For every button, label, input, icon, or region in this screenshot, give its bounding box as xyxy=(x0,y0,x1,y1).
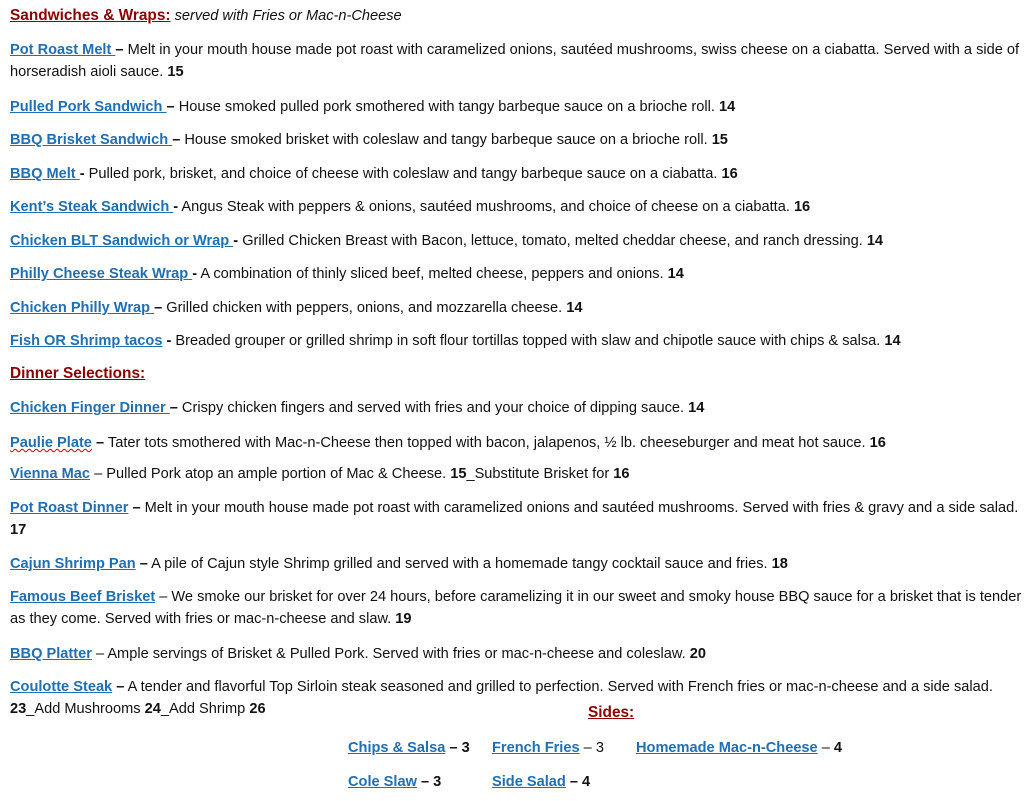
item-separator: – xyxy=(135,556,148,572)
item-price: 15 xyxy=(450,466,467,482)
item-separator: – xyxy=(169,400,178,416)
item-name[interactable]: BBQ Platter xyxy=(10,646,92,662)
item-price: 3 xyxy=(595,740,604,756)
item-description: House smoked brisket with coleslaw and tangy barbeque sauce on a brioche roll. xyxy=(180,132,712,148)
item-price: 14 xyxy=(688,400,705,416)
sandwiches-header xyxy=(10,5,1030,27)
item-price: 14 xyxy=(866,233,884,249)
item-separator: - xyxy=(162,333,172,349)
menu-item-chicken-finger-dinner xyxy=(10,397,1030,419)
item-description: Crispy chicken fingers and served with fries and your choice of dipping sauce. xyxy=(177,400,689,416)
item-separator: – xyxy=(91,646,105,662)
item-separator: - xyxy=(173,199,179,215)
item-separator: – xyxy=(155,589,168,605)
item-description: A pile of Cajun style Shrimp grilled and served with a homemade tangy cocktail sauce and fries. xyxy=(147,556,772,572)
item-description: Pulled Pork atop an ample portion of Mac & Cheese. xyxy=(102,466,451,482)
item-extra-2-price: 26 xyxy=(249,701,266,717)
item-name[interactable]: BBQ Brisket Sandwich xyxy=(10,132,173,148)
menu-item-chicken-philly-wrap xyxy=(10,297,1030,319)
item-name[interactable]: Pot Roast Melt xyxy=(10,42,116,58)
item-separator: – xyxy=(445,740,462,756)
item-extra: _Substitute Brisket for xyxy=(466,466,614,482)
item-description: Pulled pork, brisket, and choice of cheese with coleslaw and tangy barbeque sauce on a ciabatta. xyxy=(84,166,722,182)
sides-heading: Sides: xyxy=(588,704,635,721)
sides-header xyxy=(588,702,634,724)
item-name[interactable]: Fish OR Shrimp tacos xyxy=(10,333,163,349)
item-name[interactable]: Kent’s Steak Sandwich xyxy=(10,199,174,215)
item-price: 18 xyxy=(771,556,788,572)
side-item-cole-slaw xyxy=(348,771,441,793)
item-description: Melt in your mouth house made pot roast with caramelized onions and sautéed mushrooms. Served with fries & gravy and a side salad. xyxy=(140,500,1019,516)
item-description: A combination of thinly sliced beef, melted cheese, peppers and onions. xyxy=(197,266,668,282)
menu-item-vienna-mac xyxy=(10,463,1030,485)
item-price: 16 xyxy=(793,199,811,215)
item-name[interactable]: Homemade Mac-n-Cheese xyxy=(636,740,818,756)
item-separator: – xyxy=(579,740,596,756)
side-item-mac-n-cheese xyxy=(636,737,842,759)
item-separator: – xyxy=(112,679,125,695)
item-price: 14 xyxy=(566,300,583,316)
item-separator: – xyxy=(416,774,434,790)
item-separator: – xyxy=(128,500,141,516)
item-price: 16 xyxy=(721,166,738,182)
item-name[interactable]: Side Salad xyxy=(492,774,566,790)
item-price: 3 xyxy=(433,774,442,790)
item-name[interactable]: BBQ Melt xyxy=(10,166,80,182)
item-description: House smoked pulled pork smothered with tangy barbeque sauce on a brioche roll. xyxy=(174,99,719,115)
item-extra: _Add Mushrooms xyxy=(26,701,145,717)
menu-item-pulled-pork-sandwich xyxy=(10,96,1030,118)
sandwiches-heading: Sandwiches & Wraps: xyxy=(10,7,171,24)
item-separator: - xyxy=(233,233,239,249)
item-separator: – xyxy=(565,774,583,790)
dinner-heading: Dinner Selections: xyxy=(10,365,146,382)
item-description: Breaded grouper or grilled shrimp in soft flour tortillas topped with slaw and chipotle sauce with chips & salsa. xyxy=(171,333,885,349)
item-extra-price: 16 xyxy=(613,466,630,482)
item-price: 23 xyxy=(10,701,27,717)
item-name[interactable]: Chicken Philly Wrap xyxy=(10,300,155,316)
item-separator: – xyxy=(817,740,834,756)
item-price: 17 xyxy=(10,522,27,538)
menu-item-paulie-plate xyxy=(10,432,1030,454)
menu-item-cajun-shrimp-pan xyxy=(10,553,1030,575)
item-name[interactable]: Paulie Plate xyxy=(10,435,92,451)
menu-item-bbq-brisket-sandwich xyxy=(10,129,1030,151)
item-extra-2: _Add Shrimp xyxy=(160,701,250,717)
item-price: 14 xyxy=(718,99,736,115)
item-separator: – xyxy=(166,99,175,115)
menu-item-fish-shrimp-tacos xyxy=(10,330,1030,352)
menu-item-bbq-melt xyxy=(10,163,1030,185)
item-price: 16 xyxy=(869,435,886,451)
item-separator: – xyxy=(154,300,163,316)
item-separator: – xyxy=(91,435,105,451)
item-description: Ample servings of Brisket & Pulled Pork. Served with fries or mac-n-cheese and coleslaw. xyxy=(104,646,690,662)
item-price: 4 xyxy=(833,740,843,756)
menu-item-pot-roast-melt xyxy=(10,39,1030,83)
item-name[interactable]: Cole Slaw xyxy=(348,774,417,790)
item-name[interactable]: French Fries xyxy=(492,740,580,756)
item-price: 14 xyxy=(884,333,901,349)
item-separator: – xyxy=(172,132,181,148)
item-price: 15 xyxy=(711,132,728,148)
sandwiches-subtitle: served with Fries or Mac-n-Cheese xyxy=(174,8,402,24)
item-name[interactable]: Chips & Salsa xyxy=(348,740,446,756)
item-price: 4 xyxy=(582,774,591,790)
item-name[interactable]: Pulled Pork Sandwich xyxy=(10,99,167,115)
item-price: 20 xyxy=(689,646,706,662)
menu-item-coulotte-steak xyxy=(10,676,1030,720)
menu-item-kents-steak-sandwich xyxy=(10,196,1030,218)
item-name[interactable]: Vienna Mac xyxy=(10,466,91,482)
side-item-chips-salsa xyxy=(348,737,470,759)
item-name[interactable]: Cajun Shrimp Pan xyxy=(10,556,136,572)
item-name[interactable]: Pot Roast Dinner xyxy=(10,500,129,516)
dinner-header xyxy=(10,363,1030,385)
item-separator: – xyxy=(90,466,103,482)
menu-item-pot-roast-dinner xyxy=(10,497,1030,541)
item-name[interactable]: Philly Cheese Steak Wrap xyxy=(10,266,193,282)
item-separator: – xyxy=(115,42,124,58)
item-extra-price: 24 xyxy=(144,701,161,717)
item-description: We smoke our brisket for over 24 hours, before caramelizing it in our sweet and smoky house BBQ sauce for a brisket that is tender as they come. Served with fries or mac-n-cheese and slaw. xyxy=(10,589,1022,627)
menu-item-bbq-platter xyxy=(10,643,1030,665)
side-item-side-salad xyxy=(492,771,590,793)
item-price: 3 xyxy=(461,740,470,756)
item-price: 15 xyxy=(167,64,184,80)
item-separator: - xyxy=(192,266,198,282)
menu-item-chicken-blt xyxy=(10,230,1030,252)
item-description: Grilled chicken with peppers, onions, and mozzarella cheese. xyxy=(162,300,567,316)
item-price: 19 xyxy=(395,611,412,627)
item-separator: - xyxy=(79,166,85,182)
item-name[interactable]: Famous Beef Brisket xyxy=(10,589,156,605)
item-price: 14 xyxy=(667,266,684,282)
item-description: Grilled Chicken Breast with Bacon, lettuce, tomato, melted cheddar cheese, and ranch dressing. xyxy=(238,233,867,249)
item-name[interactable]: Coulotte Steak xyxy=(10,679,113,695)
item-name[interactable]: Chicken BLT Sandwich or Wrap xyxy=(10,233,234,249)
item-description: Tater tots smothered with Mac-n-Cheese then topped with bacon, jalapenos, ½ lb. cheeseburger and meat hot sauce. xyxy=(104,435,870,451)
item-description: A tender and flavorful Top Sirloin steak seasoned and grilled to perfection. Served with French fries or mac-n-cheese and a side salad. xyxy=(124,679,993,695)
menu-item-philly-cheese-steak-wrap xyxy=(10,263,1030,285)
item-description: Melt in your mouth house made pot roast with caramelized onions, sautéed mushrooms, swiss cheese on a ciabatta. Served with a side of horseradish aioli sauce. xyxy=(10,42,1020,80)
side-item-french-fries xyxy=(492,737,604,759)
menu-item-famous-beef-brisket xyxy=(10,586,1030,630)
item-description: Angus Steak with peppers & onions, sautéed mushrooms, and choice of cheese on a ciabatta. xyxy=(178,199,794,215)
item-name[interactable]: Chicken Finger Dinner xyxy=(10,400,170,416)
